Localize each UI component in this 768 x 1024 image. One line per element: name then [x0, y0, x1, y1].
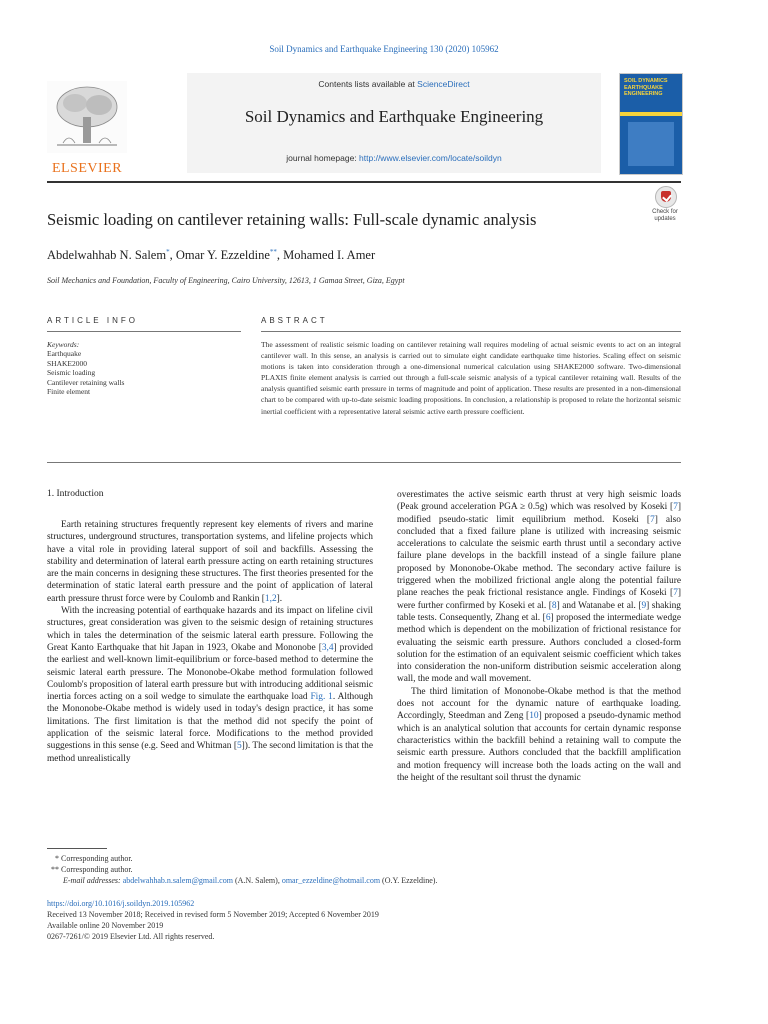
crossmark-label: Check for updates: [652, 209, 678, 222]
contents-line: [187, 79, 601, 89]
paragraph-text: ] also concluded that a fixed failure plane is utilized with increasing seismic accelerations to calculate the seismic earth thrust until a secondary active failure plane develops in the backfill instead of a single failure plane proposed by Mononobe-Okabe method. The secondary active failure is triggered when the mobilized frictional angle along the potential failure plane reaches the peak frictional resistance angle. Findings of Koseki [: [397, 514, 681, 599]
paragraph-text: ] proposed a pseudo-dynamic method which is an analytical solution that accounts for certain dynamic response characteristics within the backfill behind a retaining wall to compute the seismic earth pressure. Authors concluded that the backfill amplification and motion frequency will increase both the loads acting on the wall and the height of the resultant soil thrust the dynamic: [397, 711, 681, 783]
paragraph-text: With the increasing potential of earthquake hazards and its impact on lifeline civil structures, great consideration was given to the seismic design of retaining structures which in tales the determination of the seismic lateral earth pressure. Following the Great Kanto Earthquake that hit Japan in 1923, Okabe and Mononobe [: [47, 606, 373, 653]
cover-band: [620, 112, 682, 116]
email-link-salem[interactable]: abdelwahhab.n.salem@gmail.com: [122, 876, 233, 885]
author-footnote-mark[interactable]: **: [269, 248, 277, 256]
abstract-heading: ABSTRACT: [261, 316, 328, 325]
paragraph-text: ] modified pseudo-static limit equilibrium method. Koseki [: [397, 502, 681, 525]
paragraph: [47, 519, 373, 605]
paragraph: [47, 605, 373, 765]
author-footnote-mark[interactable]: *: [166, 248, 170, 256]
abstract-rule: [261, 331, 681, 332]
paragraph-text: ] proposed the intermediate wedge method which is dependent on the mobilization of frictional resistance for evaluating the seismic earth pressure. Authors concluded a closed-form solution for the estimation of an equivalent seismic coefficient which takes into consideration the non-uniform distribution seismic acceleration along wall, the mode and wall movement.: [397, 612, 681, 685]
paragraph-text: Earth retaining structures frequently represent key elements of rivers and marine structures, underground structures, transportation systems, and lifeline projects which have a vital role in providing lateral support of soil and backfills. Assessing the stability and determination of lateral earth pressure acting on earth retaining structures are the main concerns in designing these structures. The first theories presented for the determination of static lateral earth pressure and the point of application of lateral earth pressure thrust force were by Coulomb and Rankin [: [47, 520, 373, 604]
citation-link[interactable]: 8: [551, 600, 557, 611]
citation-link[interactable]: 7: [650, 514, 655, 525]
keywords-label: Keywords:: [47, 340, 80, 349]
footnote-emails: [47, 875, 681, 886]
journal-info-box: [187, 73, 601, 173]
homepage-label: journal homepage:: [286, 153, 360, 163]
paragraph-text: ] and Watanabe et al. [: [556, 600, 642, 611]
body-column-right: [397, 489, 681, 784]
citation-link[interactable]: 6: [545, 612, 551, 623]
paragraph: [397, 686, 681, 784]
masthead-divider: [47, 181, 681, 183]
footnote-rule: [47, 848, 107, 849]
cover-title: SOIL DYNAMICS EARTHQUAKE ENGINEERING: [624, 78, 668, 97]
article-info-heading: ARTICLE INFO: [47, 316, 138, 325]
journal-title: Soil Dynamics and Earthquake Engineering: [244, 107, 544, 126]
homepage-link[interactable]: http://www.elsevier.com/locate/soildyn: [359, 153, 502, 163]
author-name: Mohamed I. Amer: [283, 248, 376, 263]
footnote-corresponding-1: * Corresponding author.: [55, 854, 133, 863]
article-info-rule: [47, 331, 241, 332]
keyword-list: [47, 349, 124, 397]
paragraph-text: overestimates the active seismic earth thrust at very high seismic loads (Peak ground acceleration PGA ≥ 0.5g) which was resolved by Koseki [: [397, 490, 681, 513]
footnotes: [47, 853, 681, 886]
check-for-updates-button[interactable]: [648, 186, 682, 228]
figure-link[interactable]: Fig. 1: [310, 692, 333, 703]
journal-reference[interactable]: Soil Dynamics and Earthquake Engineering 130 (2020) 105962: [269, 44, 499, 54]
paragraph-text: ] provided the earliest and well-known limit-equilibrium or force-based method to determine the seismic lateral earth pressure. The Mononobe-Okabe method formulation followed Coulomb's proposition of lateral earth pressure but with introducing additional seismic inertia forces acting on a soil wedge to simulate the earthquake load: [47, 642, 373, 703]
email-owner: (O.Y. Ezzeldine).: [380, 876, 438, 885]
cover-art: [628, 122, 674, 166]
keyword-item: Cantilever retaining walls: [47, 377, 125, 387]
citation-link[interactable]: 5: [236, 741, 242, 752]
author-separator: ,: [276, 248, 284, 263]
available-online: Available online 20 November 2019: [47, 921, 164, 930]
author-list: [47, 248, 375, 263]
paragraph-text: ] shaking table tests. Consequently, Zhang et al. [: [397, 600, 681, 623]
keyword-item: Finite element: [47, 387, 91, 396]
paragraph-text: The third limitation of Mononobe-Okabe method is that the method does not account for the dynamic nature of earthquake loading. Accordingly, Steedman and Zeng [: [397, 686, 681, 722]
paragraph-text: ] were further confirmed by Koseki et al. [: [397, 588, 681, 611]
sciencedirect-link[interactable]: ScienceDirect: [417, 79, 470, 89]
homepage-line: [187, 153, 601, 163]
journal-cover-thumbnail[interactable]: [619, 73, 683, 175]
abstract-text: The assessment of realistic seismic loading on cantilever retaining wall requires modeling of actual seismic events to act on an integral cantilever wall. In this sense, an analysis is carried out to simulate eight candidate earthquake time histories. Scaling effect on seismic motions is taken into consideration through a one-dimensional numerical calculation using SHAKE2000 software. Two-dimensional PLAXIS finite element analysis is carried out through a full-scale seismic analysis of a typical cantilever retaining wall. Results of the analysis quantified seismic earth pressure in terms of magnitude and point of application. These results are presented in a non-dimensional chart to be compared with up-to-date seismic loading propositions. In conclusion, a relationship is proposed to relate the horizontal seismic inertial coefficient with a representative lateral seismic active earth pressure coefficient.: [261, 340, 681, 416]
footnote-corresponding-2: ** Corresponding author.: [51, 865, 133, 874]
contents-prefix: Contents lists available at: [318, 79, 418, 89]
paragraph-text: ]). The second limitation is that the method unrealistically: [47, 741, 374, 764]
email-owner: (A.N. Salem),: [232, 876, 282, 885]
citation-link[interactable]: 7: [673, 502, 678, 513]
citation-link[interactable]: 10: [529, 711, 539, 722]
body-column-left: [47, 519, 373, 765]
elsevier-wordmark: ELSEVIER: [51, 161, 123, 176]
citation-link[interactable]: 9: [641, 600, 647, 611]
received-dates: Received 13 November 2018; Received in revised form 5 November 2019; Accepted 6 November 2019: [47, 910, 379, 919]
section-heading-introduction: 1. Introduction: [47, 489, 104, 499]
doi-link[interactable]: https://doi.org/10.1016/j.soildyn.2019.105962: [47, 899, 195, 908]
author-name: Abdelwahhab N. Salem: [47, 248, 167, 263]
citation-link[interactable]: 3,4: [321, 642, 334, 653]
citation-link[interactable]: 7: [673, 588, 678, 599]
elsevier-logo[interactable]: [47, 81, 127, 176]
keyword-item: Seismic loading: [47, 368, 96, 377]
author-name: Omar Y. Ezzeldine: [175, 248, 270, 263]
abstract-bottom-rule: [47, 462, 681, 463]
paragraph-text: . Although the Mononobe-Okabe method is widely used in today's design practice, it has some limitations. The first limitation is that the method did not specify the point of application of the seismic lateral force. Modifications to the method provided suggestions in this sense (e.g. Seed and Whitman [: [47, 692, 373, 752]
citation-link[interactable]: 1,2: [264, 593, 277, 604]
elsevier-tree-icon: [47, 81, 127, 153]
copyright: 0267-7261/© 2019 Elsevier Ltd. All rights reserved.: [47, 932, 215, 941]
email-label: E-mail addresses:: [63, 876, 123, 885]
paragraph: [397, 489, 681, 686]
keyword-item: Earthquake: [47, 349, 82, 358]
keyword-item: SHAKE2000: [47, 358, 88, 368]
author-separator: ,: [169, 248, 176, 263]
email-link-ezzeldine[interactable]: omar_ezzeldine@hotmail.com: [281, 876, 381, 885]
publication-info: [47, 898, 379, 942]
article-title: Seismic loading on cantilever retaining walls: Full-scale dynamic analysis: [47, 210, 537, 229]
masthead: [47, 73, 681, 178]
crossmark-icon: [655, 186, 677, 208]
affiliation: Soil Mechanics and Foundation, Faculty of Engineering, Cairo University, 12613, 1 Gamaa Street, Giza, Egypt: [47, 276, 405, 285]
paragraph-text: ].: [276, 593, 283, 604]
